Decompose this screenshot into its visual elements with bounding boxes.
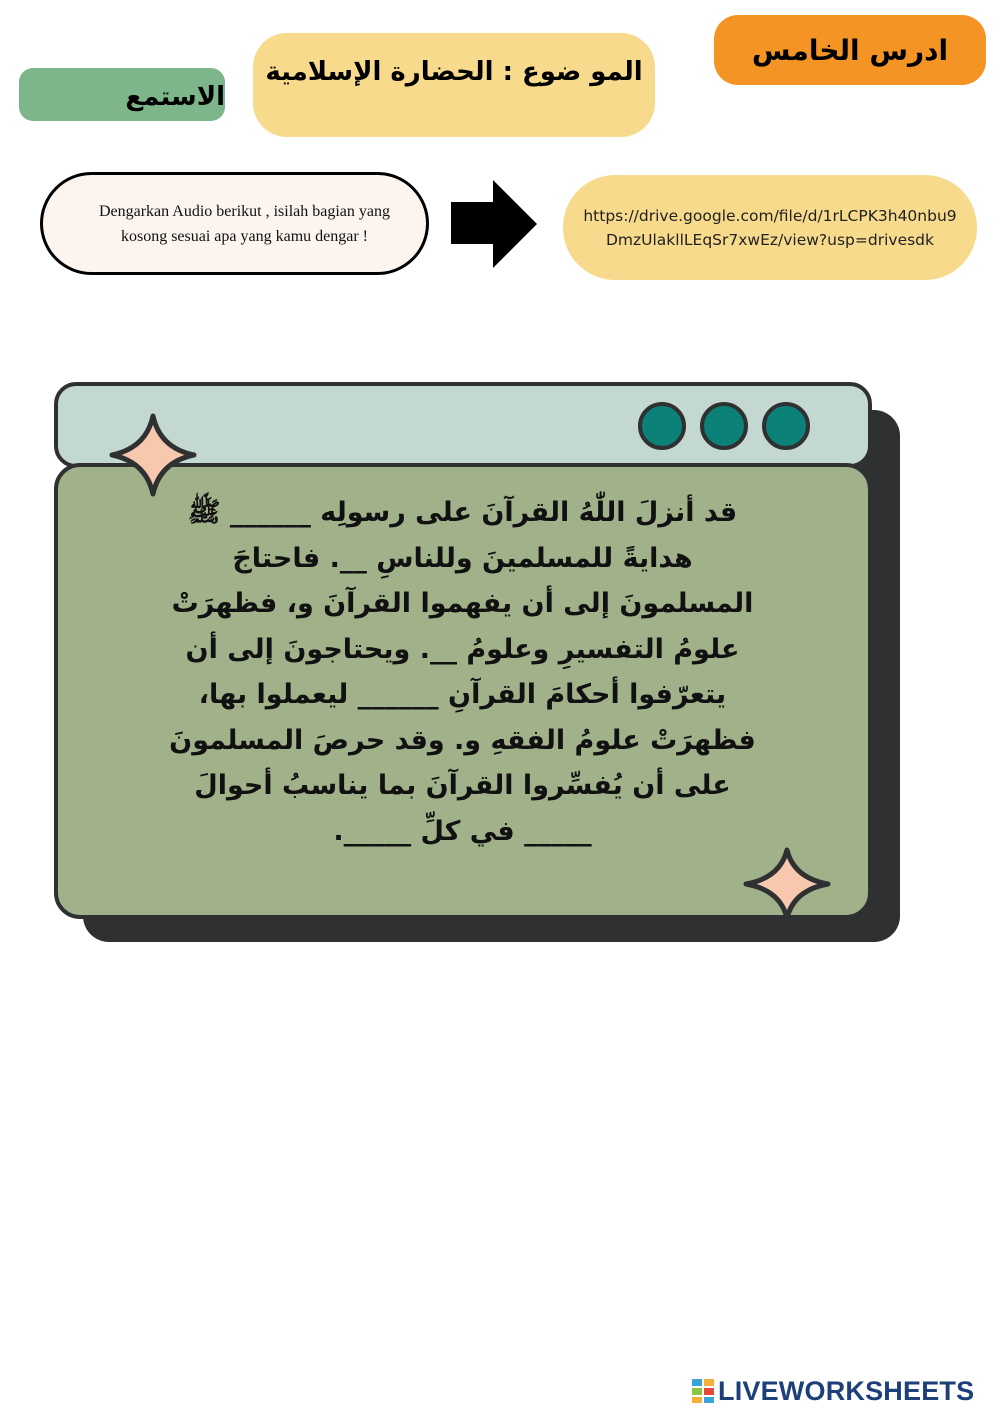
audio-link-url[interactable]: https://drive.google.com/file/d/1rLCPK3h40nbu9DmzUlakllLEqSr7xwEz/view?usp=drivesdk (583, 206, 957, 249)
passage-text (140, 490, 785, 854)
topic-title: المو ضوع : الحضارة الإسلامية (265, 57, 643, 87)
window-dot-icon (762, 402, 810, 450)
passage-line: علومُ التفسيرِ وعلومُ __. ويحتاجونَ إلى أن (185, 633, 740, 665)
sparkle-icon (742, 846, 832, 922)
passage-line: قد أنزلَ اللّٰهُ القرآنَ على رسولِه ______ ﷺ (187, 497, 738, 528)
topic-badge (253, 33, 655, 137)
passage-line: فظهرَتْ علومُ الفقهِ و. وقد حرصَ المسلمونَ (169, 724, 756, 756)
passage-line: يتعرّفوا أحكامَ القرآنِ ______ ليعملوا بها، (198, 679, 727, 710)
passage-line: المسلمونَ إلى أن يفهموا القرآنَ و، فظهرَتْ (171, 588, 754, 619)
lesson-title: ادرس الخامس (751, 33, 949, 67)
instruction-bubble (40, 172, 429, 275)
right-arrow-icon (449, 180, 539, 268)
audio-link[interactable] (563, 175, 977, 280)
listen-badge (19, 68, 225, 121)
passage-line: على أن يُفسِّروا القرآنَ بما يناسبُ أحوالَ (194, 770, 731, 801)
window-dot-icon (638, 402, 686, 450)
sparkle-icon (108, 412, 198, 498)
window-dot-icon (700, 402, 748, 450)
lesson-badge (714, 15, 986, 85)
passage-line: _____ في كلِّ _____. (333, 815, 592, 847)
passage-line: هدايةً للمسلمينَ وللناسِ __. فاحتاجَ (232, 542, 693, 574)
instruction-text: Dengarkan Audio berikut , isilah bagian yang kosong sesuai apa yang kamu dengar ! (98, 202, 391, 245)
liveworksheets-icon (692, 1379, 714, 1403)
liveworksheets-logo[interactable] (692, 1375, 974, 1407)
skill-label: الاستمع (125, 81, 225, 112)
brand-name: LIVEWORKSHEETS (718, 1375, 975, 1406)
